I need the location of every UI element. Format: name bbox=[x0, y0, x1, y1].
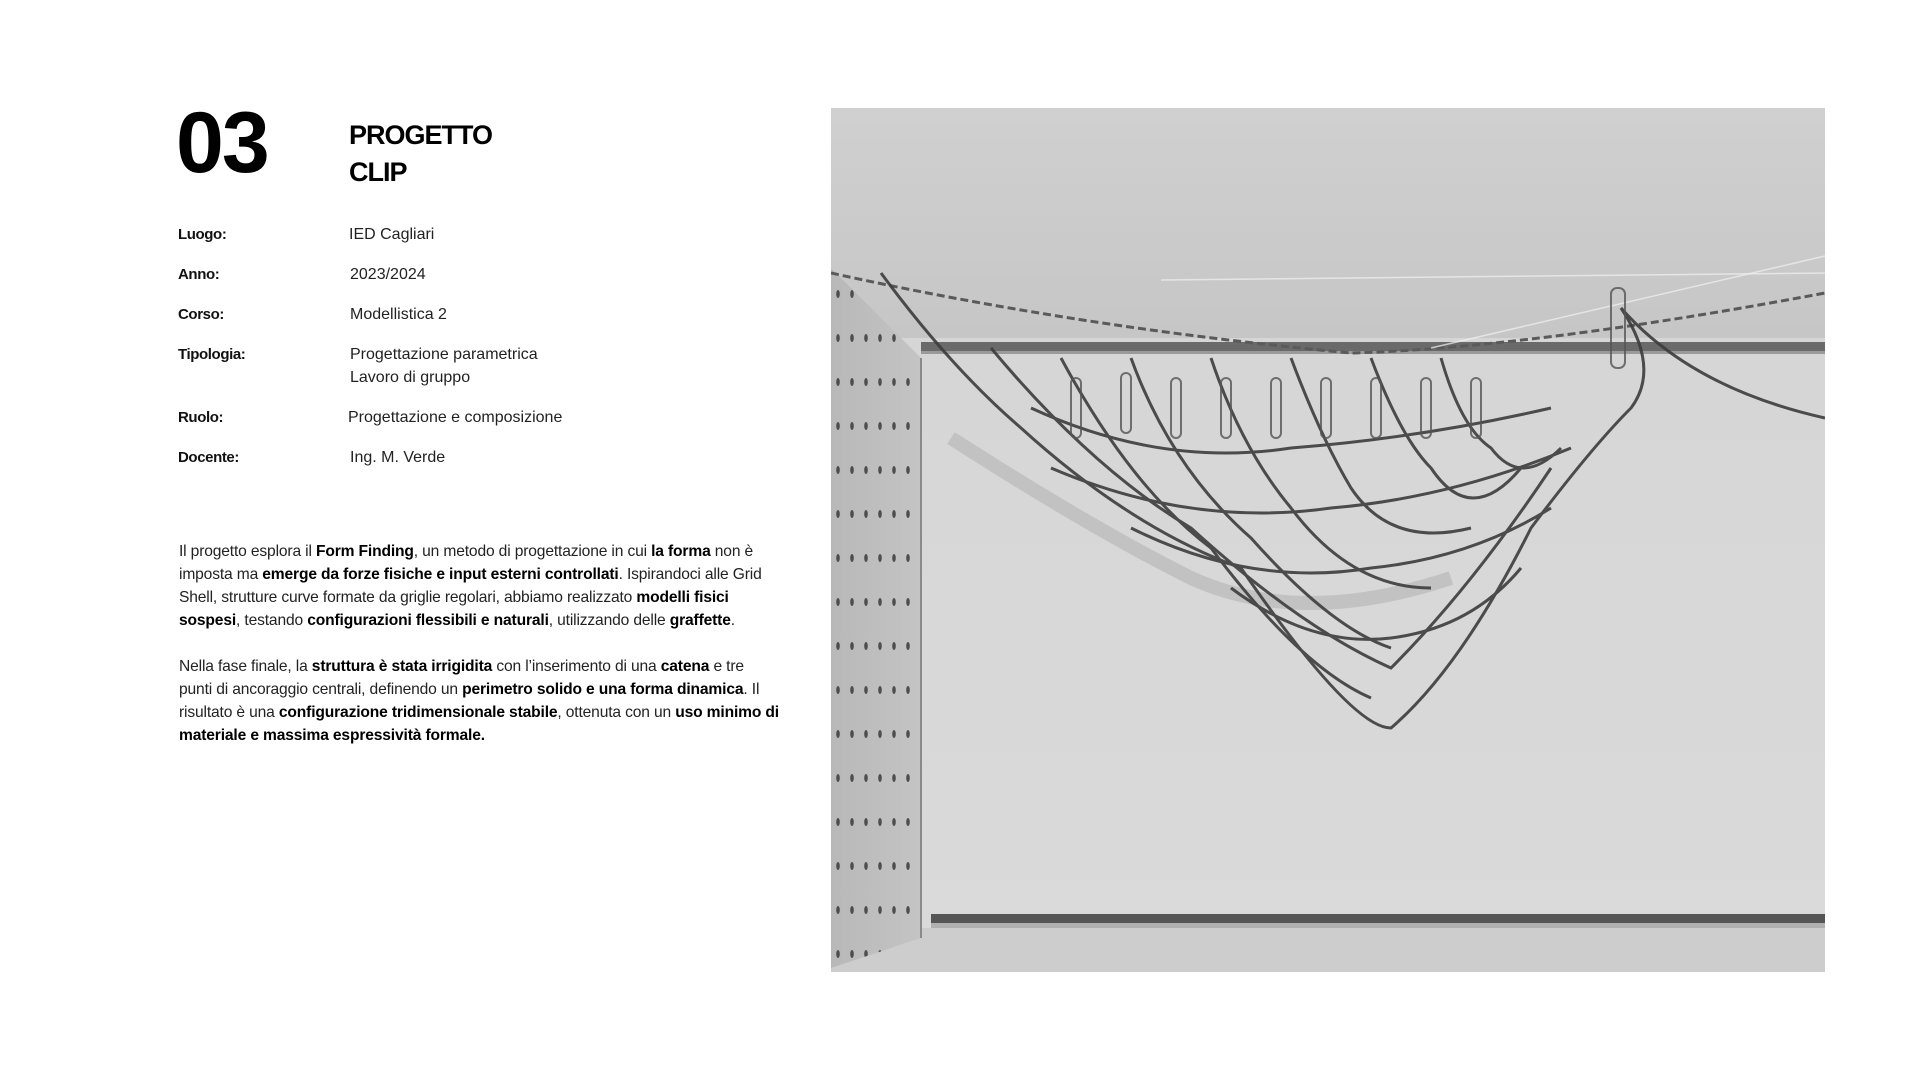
info-value bbox=[350, 263, 426, 286]
project-title bbox=[349, 117, 492, 191]
body-text: non è imposta ma bbox=[179, 543, 754, 583]
info-label: Corso: bbox=[178, 306, 224, 323]
info-label: Anno: bbox=[178, 266, 220, 283]
body-text: . Ispirandoci alle Grid Shell, strutture curve formate da griglie regolari, abbiamo realizzato bbox=[179, 566, 762, 606]
body-text: e tre punti di ancoraggio centrali, definendo un bbox=[179, 658, 744, 698]
info-label: Ruolo: bbox=[178, 409, 224, 426]
info-value-line: Ing. M. Verde bbox=[350, 449, 446, 466]
emphasis-text: graffette bbox=[669, 612, 731, 629]
emphasis-text: la forma bbox=[651, 543, 711, 560]
description-paragraph-1 bbox=[179, 540, 779, 632]
project-number: 03 bbox=[176, 95, 268, 191]
emphasis-text: modelli fisici sospesi bbox=[179, 589, 729, 629]
emphasis-text: configurazione tridimensionale stabile bbox=[278, 704, 558, 721]
description-paragraph-2 bbox=[179, 655, 779, 747]
body-text: Nella fase finale, la bbox=[179, 658, 312, 675]
emphasis-text: struttura è stata irrigidita bbox=[311, 658, 493, 675]
emphasis-text: uso minimo di materiale e massima espressività formale. bbox=[179, 704, 779, 744]
emphasis-text: emerge da forze fisiche e input esterni controllati bbox=[262, 566, 619, 583]
body-text: , ottenuta con un bbox=[557, 704, 676, 721]
body-text: . Il risultato è una bbox=[179, 681, 760, 721]
body-text: con l’inserimento di una bbox=[492, 658, 661, 675]
info-label: Docente: bbox=[178, 449, 239, 466]
info-value bbox=[349, 223, 434, 246]
emphasis-text: configurazioni flessibili e naturali bbox=[307, 612, 549, 629]
info-value-line: Modellistica 2 bbox=[350, 306, 447, 323]
emphasis-text: Form Finding bbox=[315, 543, 414, 560]
info-value bbox=[350, 446, 445, 469]
paperclip-structure-image bbox=[831, 108, 1825, 972]
body-text: , un metodo di progettazione in cui bbox=[413, 543, 652, 560]
body-text: , testando bbox=[236, 612, 308, 629]
body-text: , utilizzando delle bbox=[548, 612, 670, 629]
info-value bbox=[350, 343, 538, 389]
info-value-line: Progettazione parametrica bbox=[350, 346, 538, 363]
info-label: Luogo: bbox=[178, 226, 227, 243]
info-value-line: Progettazione e composizione bbox=[348, 409, 563, 426]
body-text: . bbox=[730, 612, 735, 629]
project-title-line-1: PROGETTO bbox=[349, 120, 493, 150]
project-title-line-2: CLIP bbox=[349, 157, 407, 187]
info-label: Tipologia: bbox=[178, 346, 246, 363]
body-text: Il progetto esplora il bbox=[179, 543, 316, 560]
emphasis-text: perimetro solido e una forma dinamica bbox=[462, 681, 744, 698]
info-value-line: Lavoro di gruppo bbox=[350, 369, 471, 386]
info-value bbox=[350, 303, 447, 326]
project-photo bbox=[831, 108, 1825, 972]
emphasis-text: catena bbox=[660, 658, 710, 675]
project-description bbox=[179, 540, 779, 770]
info-value bbox=[348, 406, 562, 429]
info-value-line: IED Cagliari bbox=[349, 226, 435, 243]
info-value-line: 2023/2024 bbox=[350, 266, 426, 283]
